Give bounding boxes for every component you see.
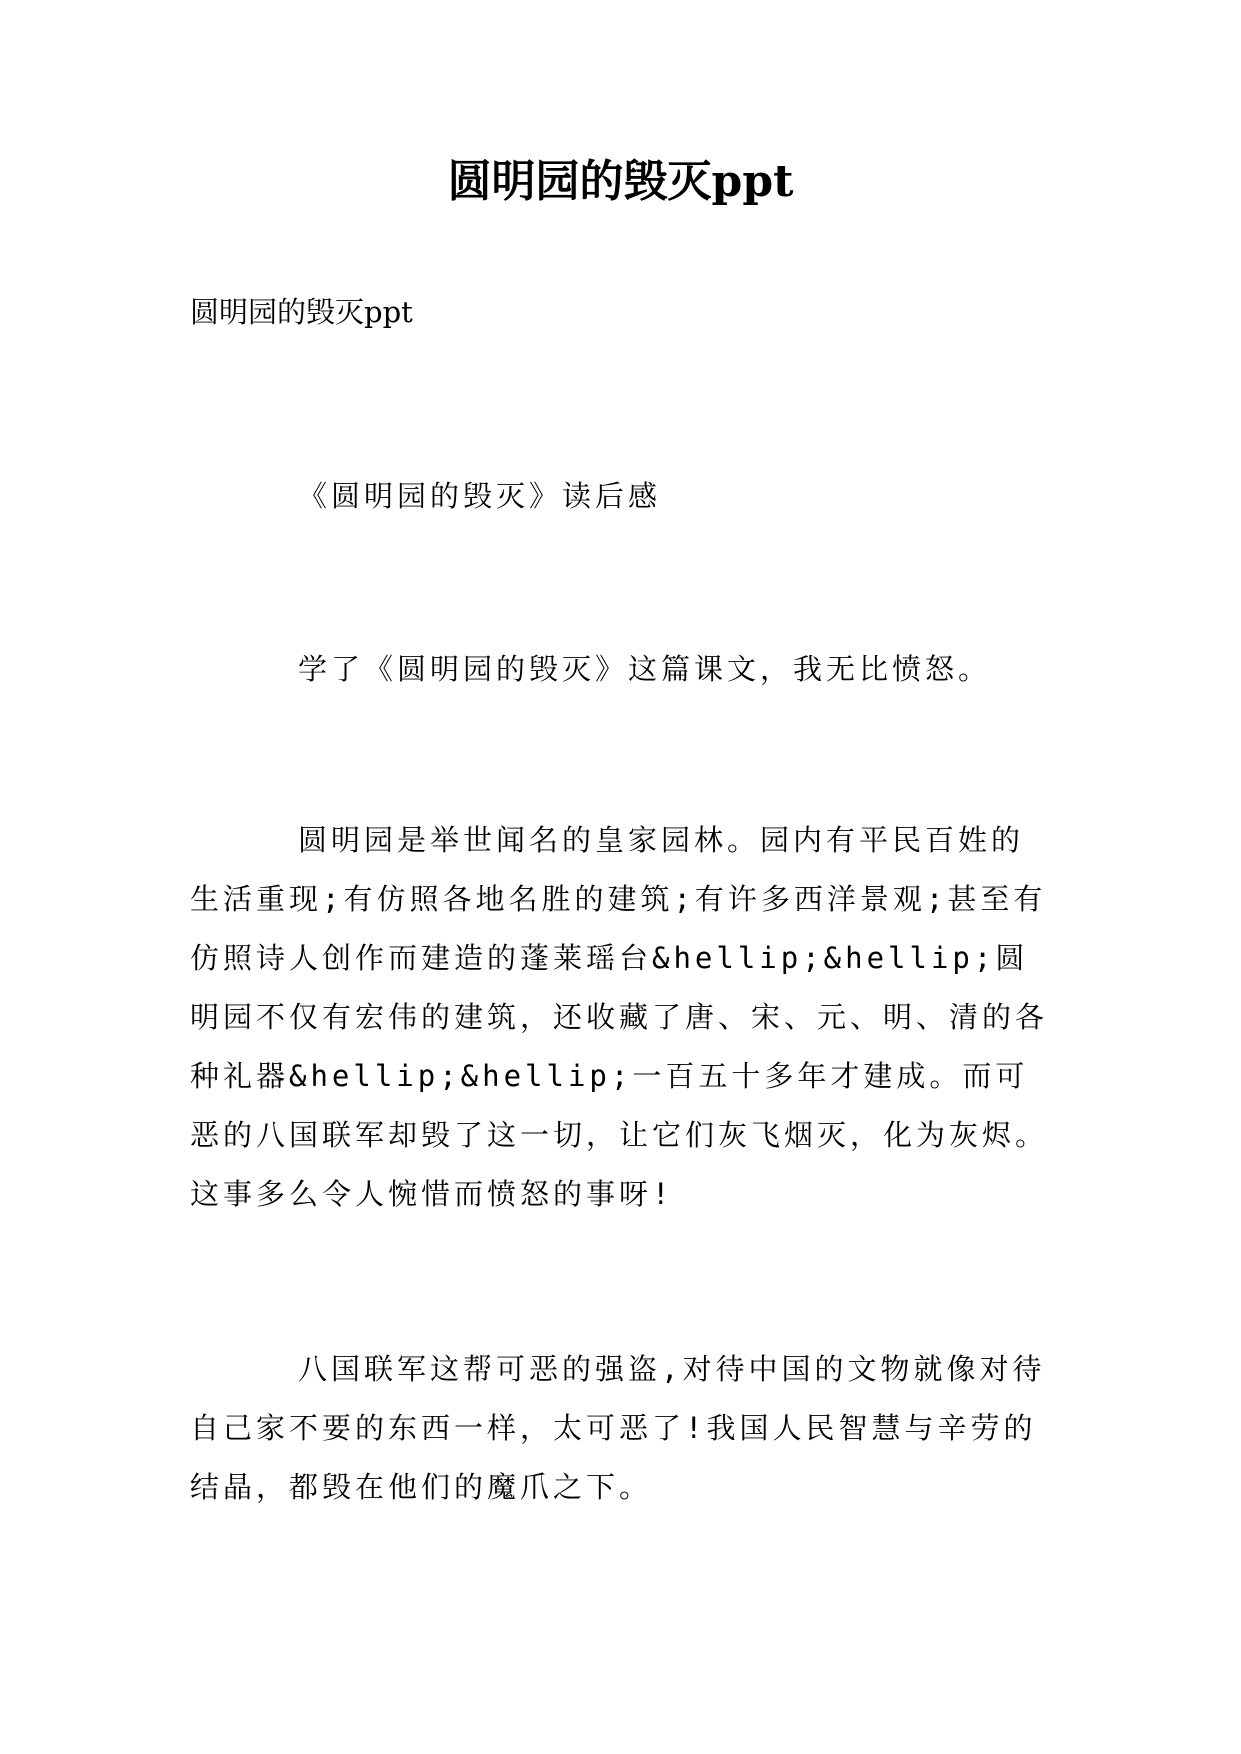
document-subtitle: 圆明园的毁灭ppt	[190, 295, 413, 329]
essay-heading: 《圆明园的毁灭》读后感	[298, 479, 662, 513]
document-title: 圆明园的毁灭ppt	[447, 156, 794, 207]
paragraph-3: 八国联军这帮可恶的强盗,对待中国的文物就像对待自己家不要的东西一样，太可恶了!我国人民智慧与辛劳的结晶，都毁在他们的魔爪之下。	[190, 1352, 1046, 1504]
paragraph-1: 学了《圆明园的毁灭》这篇课文，我无比愤怒。	[298, 652, 992, 686]
paragraph-2: 圆明园是举世闻名的皇家园林。园内有平民百姓的生活重现;有仿照各地名胜的建筑;有许多西洋景观;甚至有仿照诗人创作而建造的蓬莱瑶台&hellip;&hellip;圆明园不仅有宏伟的建筑，还收藏了唐、宋、元、明、清的各种礼器&hellip;&hellip;一百五十多年才建成。而可恶的八国联军却毁了这一切，让它们灰飞烟灭，化为灰烬。这事多么令人惋惜而愤怒的事呀!	[190, 823, 1049, 1211]
